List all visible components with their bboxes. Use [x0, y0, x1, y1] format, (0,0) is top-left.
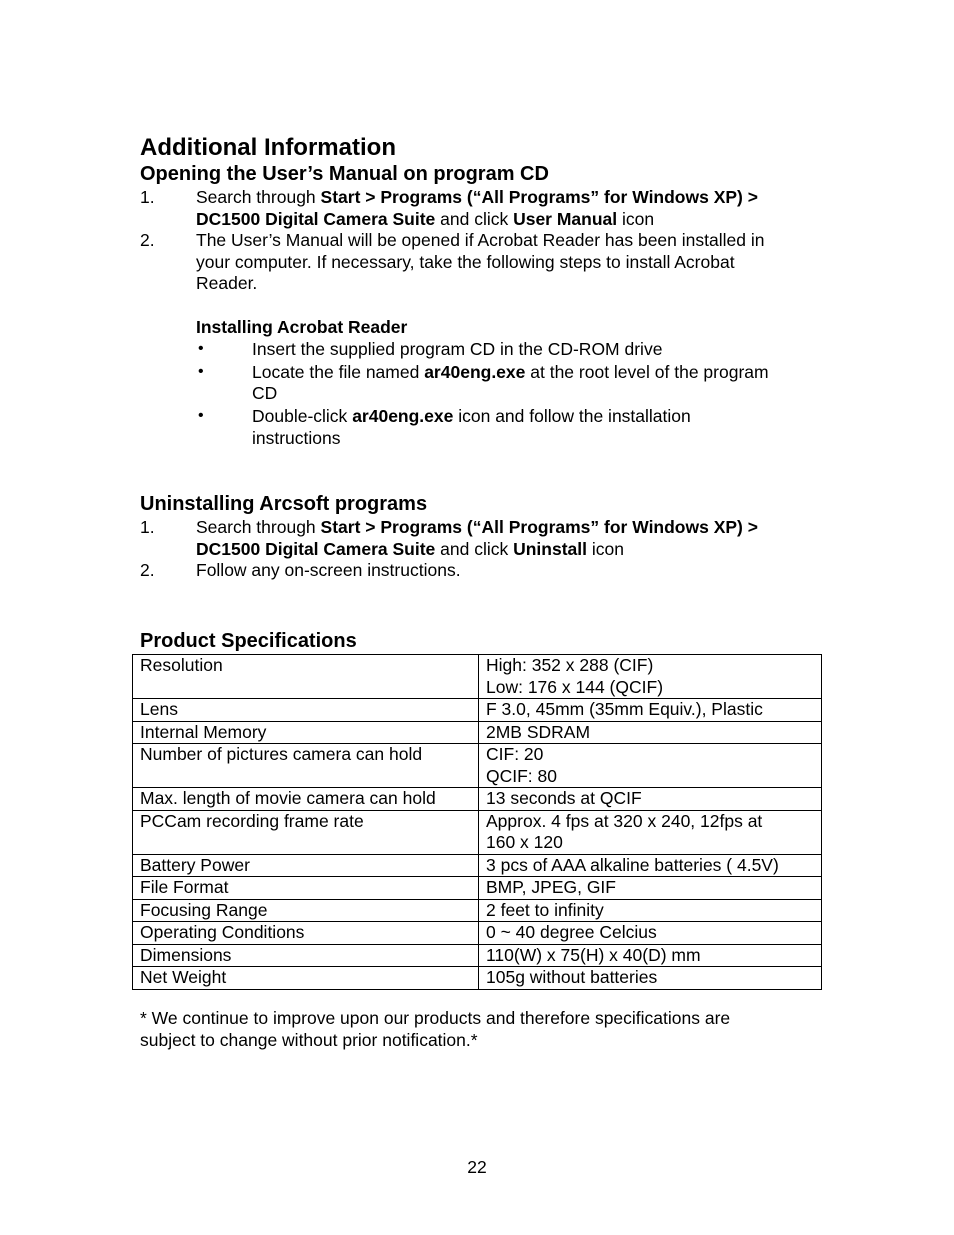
- bullet-item-text: Insert the supplied program CD in the CD-ROM drive: [252, 339, 663, 359]
- list-item-text: [196, 517, 758, 538]
- spec-value-line: QCIF: 80: [486, 765, 557, 786]
- spec-value-cell: [479, 967, 822, 990]
- text-span: icon: [586, 539, 624, 559]
- list-item-text: [196, 209, 654, 230]
- list-item-text: your computer. If necessary, take the following steps to install Acrobat: [196, 252, 735, 272]
- spec-value-line: Low: 176 x 144 (QCIF): [486, 676, 664, 697]
- spec-label-cell: Internal Memory: [133, 721, 479, 744]
- spec-label-cell: File Format: [133, 877, 479, 900]
- spec-label-cell: Max. length of movie camera can hold: [133, 788, 479, 811]
- bullet-item-text: CD: [252, 383, 278, 403]
- spec-value-cell: [479, 877, 822, 900]
- text-span: icon: [617, 209, 655, 229]
- list-item-text: [196, 187, 758, 208]
- footnote-line: * We continue to improve upon our products and therefore specifications are: [140, 1008, 731, 1028]
- table-row: [133, 810, 822, 854]
- menu-path-text: Start > Programs (“All Programs” for Windows XP) >: [320, 517, 758, 537]
- list-number: 2.: [140, 560, 155, 580]
- spec-value-cell: [479, 944, 822, 967]
- spec-label-cell: Operating Conditions: [133, 922, 479, 945]
- table-row: [133, 854, 822, 877]
- text-span: and click: [435, 209, 514, 229]
- list-item-text: The User’s Manual will be opened if Acrobat Reader has been installed in: [196, 230, 765, 250]
- spec-label-cell: Battery Power: [133, 854, 479, 877]
- text-span: Search through: [196, 517, 321, 537]
- text-span: and click: [435, 539, 514, 559]
- spec-value-line: Approx. 4 fps at 320 x 240, 12fps at: [486, 810, 763, 831]
- spec-label-cell: Lens: [133, 699, 479, 722]
- spec-value-line: BMP, JPEG, GIF: [486, 877, 616, 897]
- bullet-icon: •: [198, 340, 204, 357]
- spec-value-cell: [479, 854, 822, 877]
- spec-value-cell: [479, 721, 822, 744]
- spec-value-line: 110(W) x 75(H) x 40(D) mm: [486, 944, 701, 965]
- spec-table-body: [133, 655, 822, 990]
- spec-value-cell: [479, 744, 822, 788]
- text-span: Locate the file named: [252, 362, 425, 382]
- text-span: icon and follow the installation: [453, 406, 691, 426]
- bullet-item-text: [252, 406, 691, 427]
- program-name-text: DC1500 Digital Camera Suite: [196, 539, 436, 559]
- page-number: 22: [467, 1157, 487, 1177]
- spec-value-line: 2MB SDRAM: [486, 721, 591, 742]
- section-heading-specs: Product Specifications: [140, 630, 357, 652]
- table-row: [133, 655, 822, 699]
- program-name-text: DC1500 Digital Camera Suite: [196, 209, 436, 229]
- spec-value-cell: [479, 899, 822, 922]
- list-number: 2.: [140, 230, 155, 250]
- table-row: [133, 721, 822, 744]
- file-name-text: ar40eng.exe: [352, 406, 454, 426]
- table-row: [133, 877, 822, 900]
- spec-value-line: 160 x 120: [486, 832, 563, 852]
- bullet-icon: •: [198, 363, 204, 380]
- spec-label-cell: Net Weight: [133, 967, 479, 990]
- spec-table: [132, 654, 822, 990]
- spec-label-cell: PCCam recording frame rate: [133, 810, 479, 854]
- table-row: [133, 744, 822, 788]
- table-row: [133, 967, 822, 990]
- icon-name-text: Uninstall: [513, 539, 587, 559]
- list-item-text: Reader.: [196, 273, 258, 293]
- page-title: Additional Information: [140, 134, 396, 161]
- text-span: at the root level of the program: [525, 362, 769, 382]
- table-row: [133, 699, 822, 722]
- bullet-item-text: [252, 362, 769, 383]
- list-item-text: [196, 539, 624, 560]
- spec-value-cell: [479, 699, 822, 722]
- spec-value-line: High: 352 x 288 (CIF): [486, 655, 654, 675]
- bullet-item-text: instructions: [252, 428, 341, 448]
- footnote-line: subject to change without prior notification.*: [140, 1030, 478, 1050]
- table-row: [133, 788, 822, 811]
- spec-value-cell: [479, 655, 822, 699]
- text-span: Double-click: [252, 406, 353, 426]
- list-item-text: Follow any on-screen instructions.: [196, 560, 461, 580]
- section-heading-uninstall: Uninstalling Arcsoft programs: [140, 493, 428, 515]
- table-row: [133, 899, 822, 922]
- section-heading-manual: Opening the User’s Manual on program CD: [140, 163, 549, 185]
- table-row: [133, 922, 822, 945]
- spec-value-line: 105g without batteries: [486, 967, 658, 987]
- spec-value-line: 3 pcs of AAA alkaline batteries ( 4.5V): [486, 854, 779, 875]
- file-name-text: ar40eng.exe: [424, 362, 526, 382]
- spec-value-line: 0 ~ 40 degree Celcius: [486, 922, 657, 942]
- table-row: [133, 944, 822, 967]
- text-span: Search through: [196, 187, 321, 207]
- icon-name-text: User Manual: [513, 209, 618, 229]
- spec-label-cell: Resolution: [133, 655, 479, 699]
- spec-value-cell: [479, 810, 822, 854]
- spec-value-line: F 3.0, 45mm (35mm Equiv.), Plastic: [486, 699, 763, 719]
- menu-path-text: Start > Programs (“All Programs” for Windows XP) >: [320, 187, 758, 207]
- list-number: 1.: [140, 517, 155, 537]
- spec-label-cell: Focusing Range: [133, 899, 479, 922]
- spec-value-line: 2 feet to infinity: [486, 899, 604, 920]
- spec-value-line: CIF: 20: [486, 744, 544, 764]
- bullet-icon: •: [198, 407, 204, 424]
- spec-value-line: 13 seconds at QCIF: [486, 788, 642, 808]
- spec-label-cell: Number of pictures camera can hold: [133, 744, 479, 788]
- list-number: 1.: [140, 187, 155, 207]
- spec-label-cell: Dimensions: [133, 944, 479, 967]
- spec-value-cell: [479, 922, 822, 945]
- spec-value-cell: [479, 788, 822, 811]
- subheading-acrobat: Installing Acrobat Reader: [196, 317, 408, 337]
